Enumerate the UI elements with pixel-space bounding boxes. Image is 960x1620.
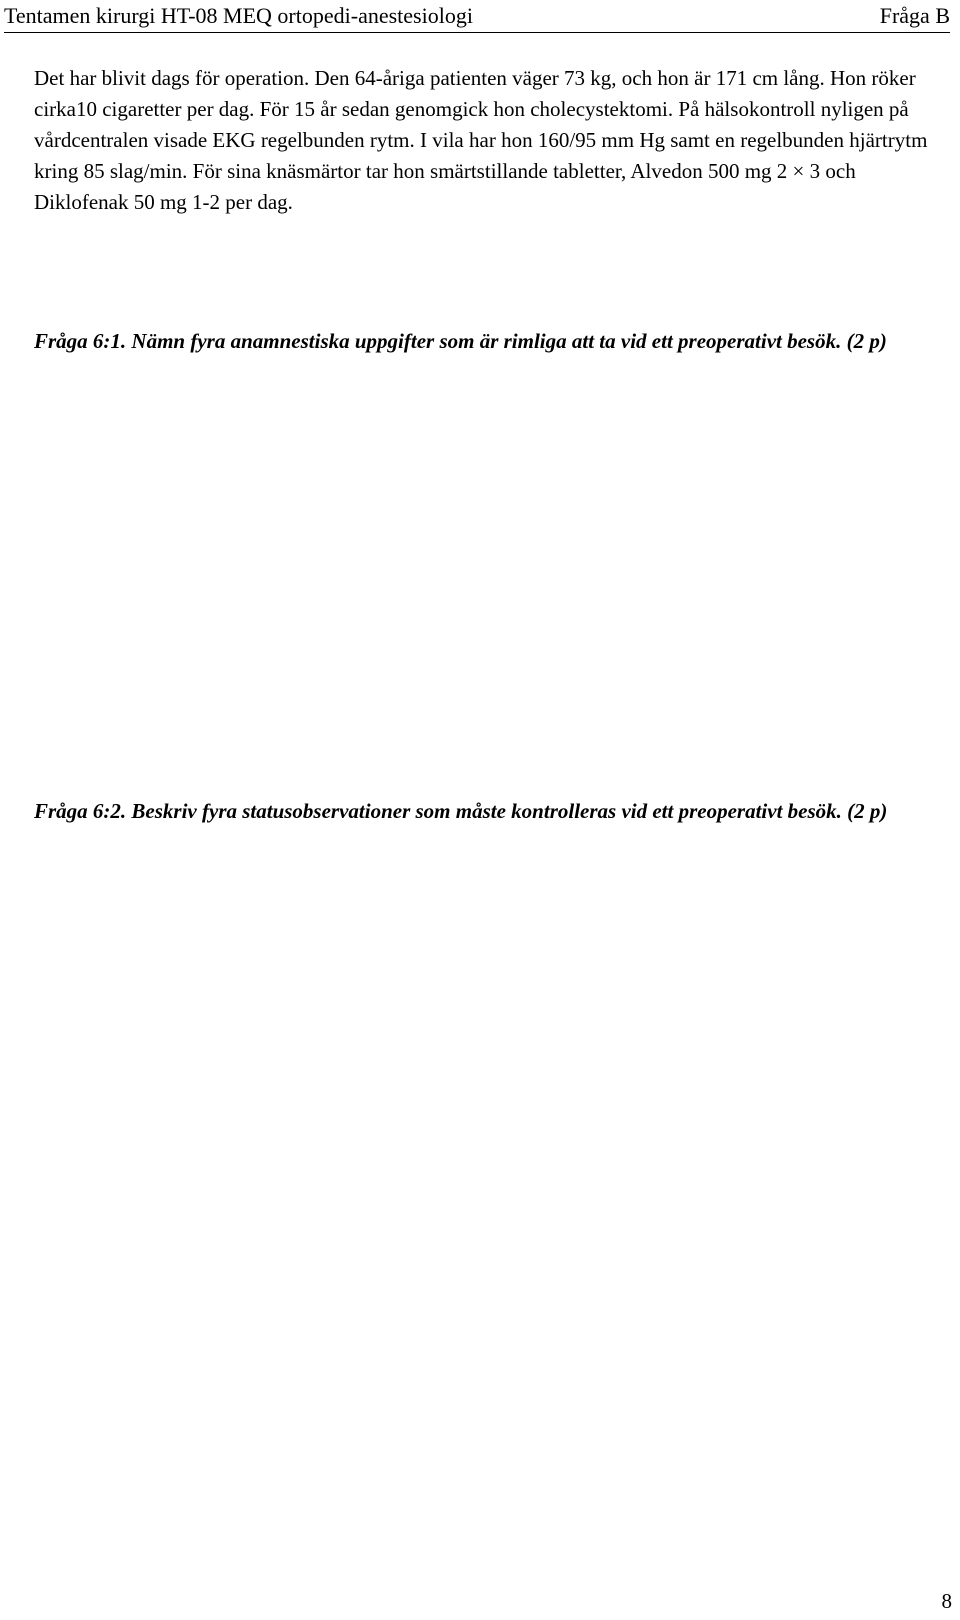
page-number: 8 <box>941 1589 952 1613</box>
section-label: Fråga B <box>879 3 950 28</box>
case-description: Det har blivit dags för operation. Den 64-åriga patienten väger 73 kg, och hon är 171 cm lång. Hon röker cirka10 cigaretter per dag. För 15 år sedan genomgick hon cholecystektomi. På hälsokontroll nyligen på vårdcentralen visade EKG regelbunden rytm. I vila har hon 160/95 mm Hg samt en regelbunden hjärtrytm kring 85 slag/min. För sina knäsmärtor tar hon smärtstillande tabletter, Alvedon 500 mg 2 × 3 och Diklofenak 50 mg 1-2 per dag. <box>34 66 928 214</box>
question-6-1: Fråga 6:1. Nämn fyra anamnestiska uppgifter som är rimliga att ta vid ett preoperativt besök. (2 p) <box>34 329 887 353</box>
question-6-2: Fråga 6:2. Beskriv fyra statusobservationer som måste kontrolleras vid ett preoperativt besök. (2 p) <box>34 799 888 823</box>
page-header <box>4 0 950 33</box>
document-title: Tentamen kirurgi HT-08 MEQ ortopedi-anestesiologi <box>4 3 473 28</box>
